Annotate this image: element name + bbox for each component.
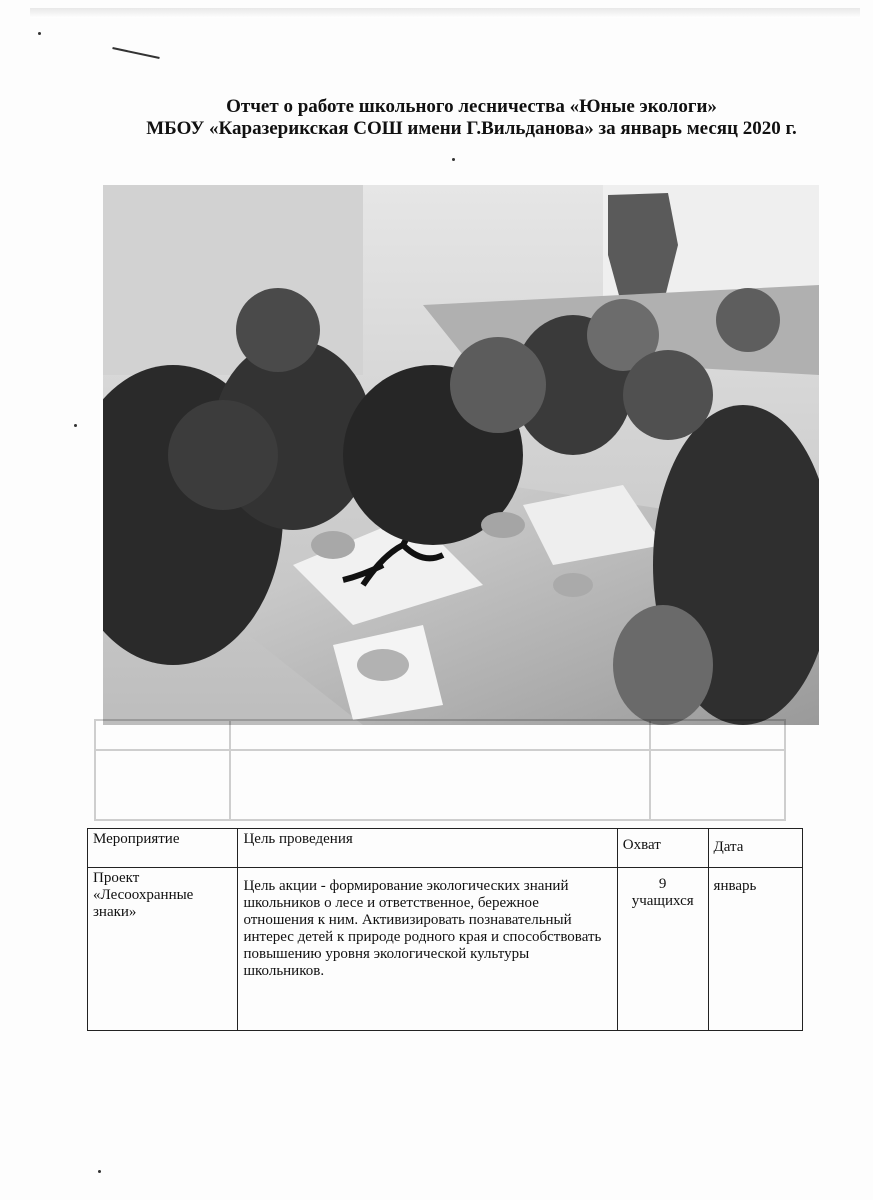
table-header-row (88, 829, 803, 868)
header-goal: Цель проведения (238, 829, 617, 868)
header-coverage: Охват (617, 829, 708, 868)
header-date: Дата (708, 829, 802, 868)
title-line-1: Отчет о работе школьного лесничества «Юные экологи» (226, 96, 717, 117)
header-event: Мероприятие (88, 829, 238, 868)
scan-edge (30, 8, 860, 18)
scan-dot (74, 424, 77, 427)
students-photo (103, 185, 819, 725)
coverage-count: 9 (658, 876, 667, 892)
scan-dot (452, 158, 455, 161)
report-table (87, 828, 803, 1031)
table-row (88, 868, 803, 1031)
cell-event: Проект «Лесоохранные знаки» (88, 868, 238, 1031)
cell-goal: Цель акции - формирование экологических знаний школьников о лесе и ответственное, бережное отношения к ним. Активизировать познавательный интерес детей к природе родного края и способствовать повышению уровня экологической культуры школьников. (238, 868, 617, 1031)
scan-dot (98, 1170, 101, 1173)
bleed-through-table (90, 715, 790, 825)
photo-illustration (103, 185, 819, 725)
title-line-2: МБОУ «Каразерикская СОШ имени Г.Вильданова» за январь месяц 2020 г. (146, 118, 797, 139)
coverage-unit: учащихся (631, 893, 694, 909)
scan-mark (112, 47, 159, 59)
cell-coverage (617, 868, 708, 1031)
report-table-wrapper (87, 828, 803, 1031)
cell-date: январь (708, 868, 802, 1031)
scan-dot (38, 32, 41, 35)
page-title (0, 96, 873, 140)
